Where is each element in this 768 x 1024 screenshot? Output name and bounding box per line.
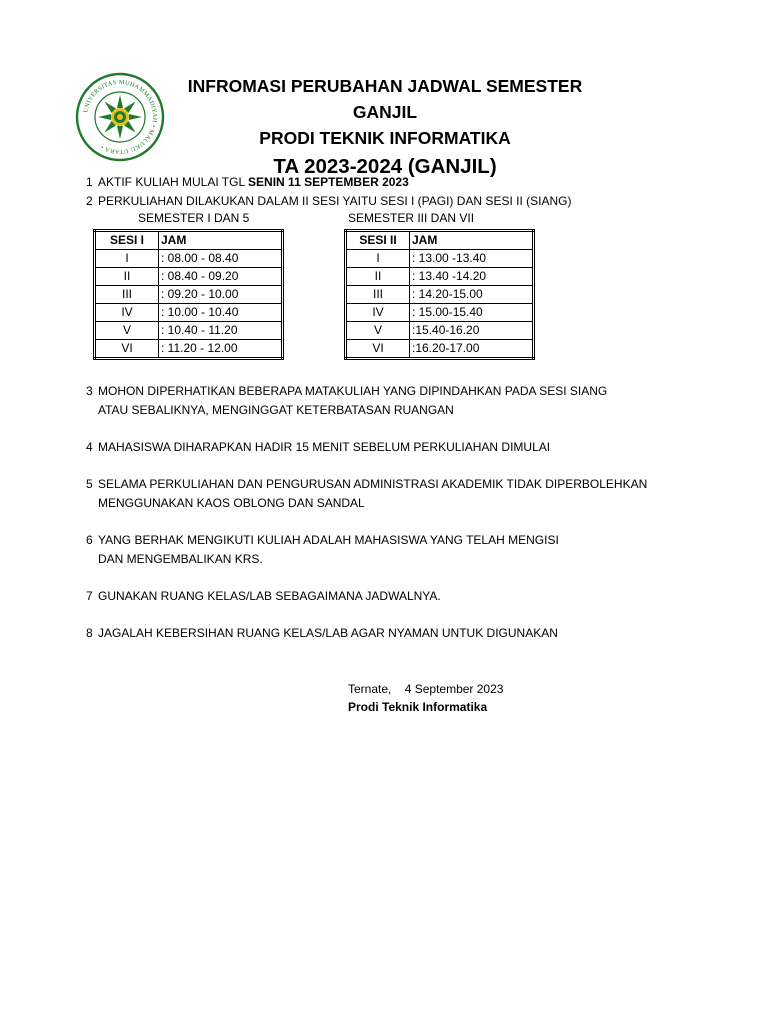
table-cell: II	[346, 268, 410, 286]
table-cell: IV	[346, 304, 410, 322]
table-row	[346, 250, 534, 268]
table-cell: IV	[95, 304, 159, 322]
table-header-row	[346, 231, 534, 250]
item-number: 2	[86, 194, 93, 208]
table-cell: : 08.00 - 08.40	[159, 250, 283, 268]
heading-line-1: INFROMASI PERUBAHAN JADWAL SEMESTER GANJIL	[187, 76, 583, 122]
table-row	[95, 322, 283, 340]
table-row	[346, 322, 534, 340]
schedule-table-1	[93, 229, 284, 360]
table-cell: : 15.00-15.40	[410, 304, 534, 322]
table-row	[346, 286, 534, 304]
table-cell: II	[95, 268, 159, 286]
signature-place: Ternate,	[348, 682, 392, 696]
table-header-row	[95, 231, 283, 250]
item-text: GUNAKAN RUANG KELAS/LAB SEBAGAIMANA JADWALNYA.	[98, 589, 441, 603]
table-cell: VI	[346, 340, 410, 359]
signature-date: 4 September 2023	[404, 682, 504, 696]
table-cell: : 10.00 - 10.40	[159, 304, 283, 322]
item-number: 7	[86, 589, 93, 603]
column-header: JAM	[410, 231, 534, 250]
schedule-table-2	[344, 229, 535, 360]
heading-line-3: TA 2023-2024 (GANJIL)	[273, 155, 497, 178]
table-row	[95, 286, 283, 304]
table-row	[95, 268, 283, 286]
table-cell: V	[346, 322, 410, 340]
item-text: AKTIF KULIAH MULAI TGL	[98, 175, 249, 189]
item-text-line-2: ATAU SEBALIKNYA, MENGINGGAT KETERBATASAN RUANGAN	[98, 403, 454, 417]
item-number: 6	[86, 533, 93, 547]
table-cell: :16.20-17.00	[410, 340, 534, 359]
table-row	[346, 268, 534, 286]
table-row	[346, 304, 534, 322]
university-logo	[75, 72, 165, 162]
table-cell: V	[95, 322, 159, 340]
table-cell: : 13.00 -13.40	[410, 250, 534, 268]
table-cell: : 09.20 - 10.00	[159, 286, 283, 304]
column-header: SESI II	[346, 231, 410, 250]
table-cell: : 08.40 - 09.20	[159, 268, 283, 286]
item-text-line-1: MOHON DIPERHATIKAN BEBERAPA MATAKULIAH YANG DIPINDAHKAN PADA SESI SIANG	[98, 384, 608, 398]
heading-line-2: PRODI TEKNIK INFORMATIKA	[259, 128, 511, 148]
table-2-caption: SEMESTER III DAN VII	[348, 211, 475, 225]
table-cell: : 13.40 -14.20	[410, 268, 534, 286]
table-cell: I	[346, 250, 410, 268]
item-number: 8	[86, 626, 93, 640]
item-text-line-2: DAN MENGEMBALIKAN KRS.	[98, 552, 263, 566]
table-cell: :15.40-16.20	[410, 322, 534, 340]
item-bold-text: SENIN 11 SEPTEMBER 2023	[248, 175, 409, 189]
svg-text:UNIVERSITAS MUHAMMADIYAH • MAL: UNIVERSITAS MUHAMMADIYAH • MALUKU UTARA •	[82, 78, 159, 156]
table-row	[95, 250, 283, 268]
item-text: JAGALAH KEBERSIHAN RUANG KELAS/LAB AGAR NYAMAN UNTUK DIGUNAKAN	[98, 626, 558, 640]
document-heading	[165, 73, 605, 182]
item-number: 5	[86, 477, 93, 491]
column-header: SESI I	[95, 231, 159, 250]
table-cell: : 11.20 - 12.00	[159, 340, 283, 359]
table-cell: : 10.40 - 11.20	[159, 322, 283, 340]
table-cell: VI	[95, 340, 159, 359]
signature-org: Prodi Teknik Informatika	[348, 700, 488, 714]
item-text-line-1: YANG BERHAK MENGIKUTI KULIAH ADALAH MAHASISWA YANG TELAH MENGISI	[98, 533, 559, 547]
table-row	[95, 340, 283, 359]
item-text-line-2: MENGGUNAKAN KAOS OBLONG DAN SANDAL	[98, 496, 365, 510]
item-text: PERKULIAHAN DILAKUKAN DALAM II SESI YAITU SESI I (PAGI) DAN SESI II (SIANG)	[98, 194, 572, 208]
item-text: MAHASISWA DIHARAPKAN HADIR 15 MENIT SEBELUM PERKULIAHAN DIMULAI	[98, 440, 551, 454]
signature-place-date	[348, 682, 503, 696]
table-1-caption: SEMESTER I DAN 5	[138, 211, 250, 225]
table-cell: III	[346, 286, 410, 304]
item-number: 1	[86, 175, 93, 189]
table-cell: : 14.20-15.00	[410, 286, 534, 304]
item-text-line-1: SELAMA PERKULIAHAN DAN PENGURUSAN ADMINISTRASI AKADEMIK TIDAK DIPERBOLEHKAN	[98, 477, 648, 491]
table-cell: III	[95, 286, 159, 304]
item-number: 4	[86, 440, 93, 454]
item-number: 3	[86, 384, 93, 398]
column-header: JAM	[159, 231, 283, 250]
table-row	[95, 304, 283, 322]
table-row	[346, 340, 534, 359]
table-cell: I	[95, 250, 159, 268]
